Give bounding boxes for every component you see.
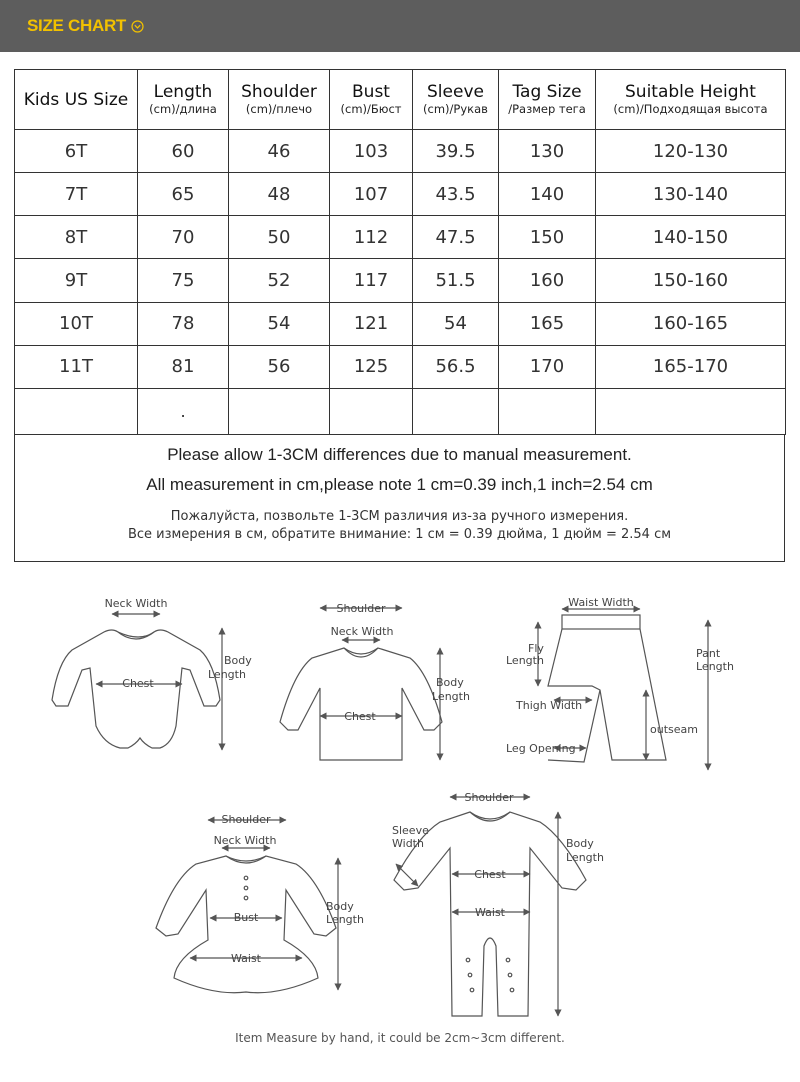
cell-bust: 103 xyxy=(330,130,413,173)
cell-size: 9T xyxy=(15,259,138,302)
label-body: Body xyxy=(224,654,252,667)
cell-shoulder: 56 xyxy=(229,345,330,388)
measurement-diagrams xyxy=(0,580,800,1050)
label-length: Length xyxy=(566,851,604,864)
label-length: Length xyxy=(326,913,364,926)
label-shoulder: Shoulder xyxy=(221,813,271,826)
cell-sleeve: 54 xyxy=(413,302,499,345)
label-chest: Chest xyxy=(474,868,506,881)
cell-size: 6T xyxy=(15,130,138,173)
table-header-row xyxy=(15,70,786,130)
cell-height: 165-170 xyxy=(596,345,786,388)
label-chest: Chest xyxy=(122,677,154,690)
note-tolerance-ru: Пожалуйста, позвольте 1-3CM различия из-за ручного измерения. xyxy=(170,509,629,524)
label-fly: Fly xyxy=(528,642,544,655)
chevron-circle-icon xyxy=(131,20,144,33)
label-bust: Bust xyxy=(233,911,259,924)
table-row xyxy=(15,345,786,388)
cell-tag-size: 160 xyxy=(499,259,596,302)
table-row xyxy=(15,216,786,259)
label-waist: Waist xyxy=(230,952,262,965)
header-shoulder: Shoulder (cm)/плечо xyxy=(229,70,330,130)
table-row xyxy=(15,388,786,434)
table-row xyxy=(15,259,786,302)
note-units-ru: Все измерения в см, обратите внимание: 1 см = 0.39 дюйма, 1 дюйм = 2.54 см xyxy=(127,527,672,542)
cell-shoulder: 50 xyxy=(229,216,330,259)
label-shoulder: Shoulder xyxy=(464,791,514,804)
cell-sleeve: 43.5 xyxy=(413,173,499,216)
label-neck-width: Neck Width xyxy=(213,834,277,847)
label-neck-width: Neck Width xyxy=(104,597,168,610)
cell-length: 60 xyxy=(138,130,229,173)
header-bust: Bust (cm)/Бюст xyxy=(330,70,413,130)
cell-length: 70 xyxy=(138,216,229,259)
label-thigh-width: Thigh Width xyxy=(516,699,583,712)
cell-length: 81 xyxy=(138,345,229,388)
label-body: Body xyxy=(566,837,594,850)
cell-size: 8T xyxy=(15,216,138,259)
size-table xyxy=(14,69,786,435)
cell-shoulder: 48 xyxy=(229,173,330,216)
cell-sleeve: 39.5 xyxy=(413,130,499,173)
cell-size: 10T xyxy=(15,302,138,345)
cell-tag-size: 130 xyxy=(499,130,596,173)
label-length: Length xyxy=(208,668,246,681)
label-sleeve-width: Width xyxy=(392,837,424,850)
cell-length: . xyxy=(138,388,229,434)
label-shoulder: Shoulder xyxy=(336,602,386,615)
size-chart-title: SIZE CHART xyxy=(27,16,127,35)
table-row xyxy=(15,173,786,216)
label-outseam: outseam xyxy=(650,723,698,736)
cell-length: 78 xyxy=(138,302,229,345)
note-tolerance: Please allow 1-3CM differences due to manual measurement. xyxy=(167,445,632,464)
cell-height: 140-150 xyxy=(596,216,786,259)
label-waist-width: Waist Width xyxy=(568,596,634,609)
cell-tag-size: 140 xyxy=(499,173,596,216)
cell-height: 120-130 xyxy=(596,130,786,173)
label-body: Body xyxy=(436,676,464,689)
cell-size: 11T xyxy=(15,345,138,388)
cell-sleeve: 47.5 xyxy=(413,216,499,259)
cell-bust: 112 xyxy=(330,216,413,259)
cell-height xyxy=(596,388,786,434)
label-pant-length: Length xyxy=(696,660,734,673)
cell-length: 75 xyxy=(138,259,229,302)
cell-height: 150-160 xyxy=(596,259,786,302)
header-suitable-height: Suitable Height (cm)/Подходящая высота xyxy=(596,70,786,130)
cell-sleeve: 56.5 xyxy=(413,345,499,388)
table-row xyxy=(15,130,786,173)
cell-shoulder xyxy=(229,388,330,434)
label-leg-opening: Leg Opening xyxy=(506,742,576,755)
cell-tag-size: 170 xyxy=(499,345,596,388)
cell-tag-size: 165 xyxy=(499,302,596,345)
cell-shoulder: 54 xyxy=(229,302,330,345)
label-fly-length: Length xyxy=(506,654,544,667)
cell-sleeve xyxy=(413,388,499,434)
cell-bust xyxy=(330,388,413,434)
cell-shoulder: 52 xyxy=(229,259,330,302)
cell-bust: 107 xyxy=(330,173,413,216)
header-length: Length (cm)/длина xyxy=(138,70,229,130)
note-units: All measurement in cm,please note 1 cm=0.39 inch,1 inch=2.54 cm xyxy=(146,475,653,494)
cell-bust: 117 xyxy=(330,259,413,302)
label-neck-width: Neck Width xyxy=(330,625,394,638)
table-row xyxy=(15,302,786,345)
footer-note: Item Measure by hand, it could be 2cm~3cm different. xyxy=(235,1031,565,1045)
cell-length: 65 xyxy=(138,173,229,216)
size-chart-header xyxy=(0,0,800,52)
cell-size: 7T xyxy=(15,173,138,216)
header-kids-us-size: Kids US Size xyxy=(15,70,138,130)
label-waist: Waist xyxy=(474,906,506,919)
label-chest: Chest xyxy=(344,710,376,723)
header-sleeve: Sleeve (cm)/Рукав xyxy=(413,70,499,130)
cell-sleeve: 51.5 xyxy=(413,259,499,302)
label-length: Length xyxy=(432,690,470,703)
cell-bust: 125 xyxy=(330,345,413,388)
cell-bust: 121 xyxy=(330,302,413,345)
label-body: Body xyxy=(326,900,354,913)
cell-size xyxy=(15,388,138,434)
measurement-notes xyxy=(14,435,785,562)
cell-shoulder: 46 xyxy=(229,130,330,173)
cell-height: 130-140 xyxy=(596,173,786,216)
cell-tag-size: 150 xyxy=(499,216,596,259)
label-pant: Pant xyxy=(696,647,721,660)
header-tag-size: Tag Size /Размер тега xyxy=(499,70,596,130)
label-sleeve: Sleeve xyxy=(392,824,429,837)
cell-height: 160-165 xyxy=(596,302,786,345)
cell-tag-size xyxy=(499,388,596,434)
